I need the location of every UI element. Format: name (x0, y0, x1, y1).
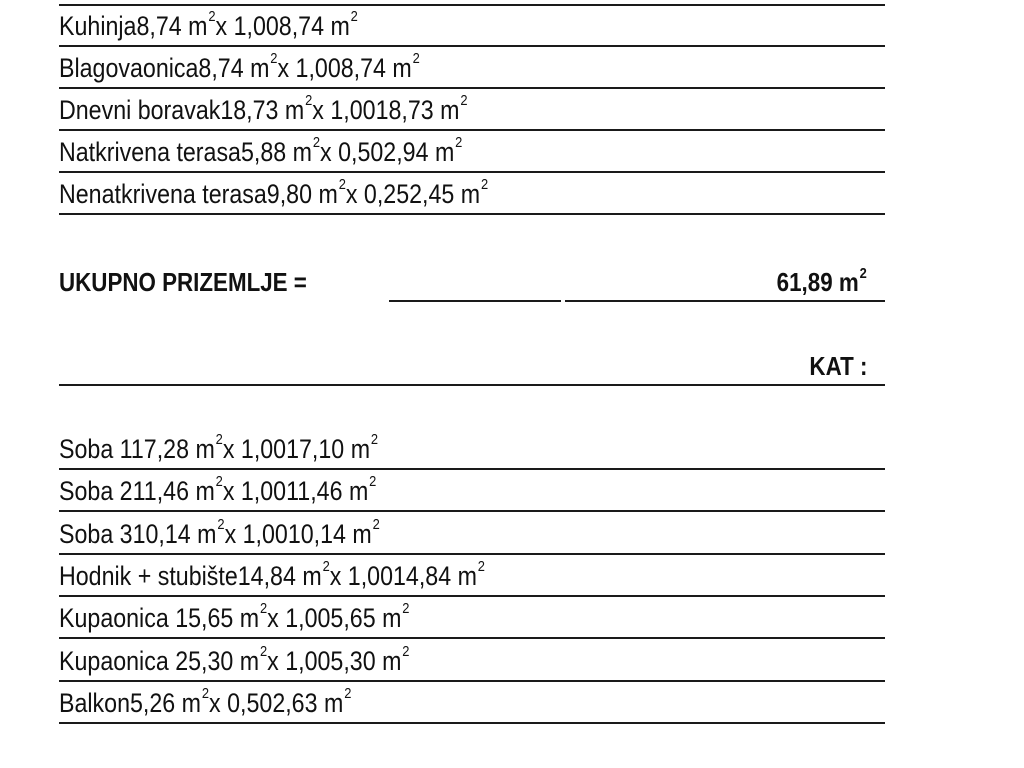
unit-label: $m^2$ (197, 515, 225, 549)
ground-floor-row-content (59, 173, 885, 215)
upper-floor-row (59, 640, 769, 682)
unit-label: $m^2$ (330, 8, 358, 41)
room-area-value: 9,80 (266, 179, 313, 209)
ground-floor-row (59, 5, 769, 47)
room-area (198, 50, 278, 83)
room-area-value: 10,14 (132, 518, 191, 549)
room-area-value: 18,73 (220, 95, 279, 125)
ground-floor-row (59, 89, 769, 131)
ground-floor-row (59, 173, 769, 215)
unit-label: $m^2$ (392, 50, 420, 83)
unit-label: $m^2$ (302, 557, 330, 591)
ground-floor-total-number: 61,89 (776, 267, 833, 297)
unit-label: $m^2$ (382, 600, 410, 634)
room-net-value: 14,84 (393, 560, 452, 591)
unit-label: $m^2$ (239, 642, 268, 676)
room-coefficient: x 1,00 (329, 560, 394, 591)
room-area (237, 557, 330, 591)
upper-floor-row (59, 555, 769, 597)
room-area-value: 17,28 (130, 434, 189, 464)
room-net-area (272, 684, 352, 718)
upper-floor-row-content (59, 470, 885, 512)
room-net-value: 2,94 (383, 137, 429, 167)
room-name: Hodnik + stubište (59, 560, 238, 591)
room-area (130, 684, 210, 718)
room-name: Soba 3 (59, 518, 133, 549)
room-area (130, 431, 223, 464)
room-name: Blagovaonica (59, 53, 199, 83)
room-net-value: 2,63 (272, 687, 318, 718)
room-net-area (286, 431, 379, 464)
unit-label: $m^2$ (434, 134, 463, 167)
room-coefficient: x 1,00 (224, 518, 288, 549)
ground-floor-total-value (777, 262, 867, 302)
room-net-value: 5,30 (330, 645, 376, 676)
unit-label: $m^2$ (440, 92, 468, 125)
upper-floor-heading-rule (59, 384, 885, 386)
room-name: Kuhinja (59, 11, 137, 41)
upper-floor-row-content (59, 597, 885, 639)
unit-label: $m^2$ (352, 515, 380, 549)
room-net-area (383, 134, 463, 167)
room-area-value: 11,46 (132, 476, 189, 507)
room-name: Dnevni boravak (59, 95, 221, 125)
upper-floor-row (59, 513, 769, 555)
room-coefficient: x 0,50 (209, 687, 273, 718)
upper-floor-row-content (59, 428, 885, 470)
room-area-value: 5,26 (130, 687, 176, 718)
room-coefficient: x 0,25 (345, 179, 410, 209)
ground-floor-row-content (59, 89, 885, 131)
ground-floor-row-content (59, 131, 885, 173)
room-net-value: 11,46 (286, 476, 343, 507)
unit-label: $m^2$ (181, 684, 210, 718)
upper-floor-row-content (59, 513, 885, 555)
upper-floor-heading: KAT : (809, 351, 867, 381)
ground-floor-total-unit: $m^2$ (839, 265, 867, 297)
room-area (220, 92, 313, 125)
room-net-area (375, 92, 468, 125)
room-net-value: 18,73 (375, 95, 434, 125)
upper-floor-row-content (59, 640, 885, 682)
room-name: Soba 1 (59, 434, 131, 464)
room-area (132, 473, 223, 507)
room-net-value: 5,65 (330, 603, 376, 634)
ground-floor-row-content (59, 5, 885, 47)
room-net-value: 8,74 (278, 11, 324, 41)
ground-floor-row (59, 47, 769, 89)
room-coefficient: x 1,00 (267, 603, 331, 634)
upper-floor-row-content (59, 682, 885, 724)
ground-floor-total-label: UKUPNO PRIZEMLJE = (59, 267, 307, 297)
upper-floor-row (59, 682, 769, 724)
room-coefficient: x 1,00 (215, 11, 279, 41)
room-net-area (393, 557, 485, 591)
room-area-value: 5,30 (188, 645, 234, 676)
room-area (188, 642, 268, 676)
unit-label: $m^2$ (323, 684, 352, 718)
unit-label: $m^2$ (239, 600, 268, 634)
room-name: Balkon (59, 687, 131, 718)
ground-floor-row-content (59, 47, 885, 89)
room-coefficient: x 1,00 (267, 645, 331, 676)
room-coefficient: x 1,00 (222, 476, 287, 507)
unit-label: $m^2$ (188, 8, 216, 41)
room-net-value: 2,45 (409, 179, 455, 209)
room-coefficient: x 0,50 (320, 137, 384, 167)
room-net-area (286, 473, 377, 507)
unit-label: $m^2$ (318, 176, 346, 209)
unit-label: $m^2$ (348, 473, 377, 507)
room-net-area (340, 50, 420, 83)
ground-floor-row-divider (59, 213, 885, 215)
room-name: Kupaonica 1 (59, 603, 189, 634)
room-name: Nenatkrivena terasa (59, 179, 267, 209)
room-net-area (287, 515, 380, 549)
room-area-value: 5,65 (188, 603, 234, 634)
unit-label: $m^2$ (292, 134, 321, 167)
room-name: Natkrivena terasa (59, 137, 241, 167)
upper-floor-row-divider (59, 722, 885, 724)
total-rule-left (389, 300, 561, 302)
room-name: Soba 2 (59, 476, 133, 507)
room-net-value: 17,10 (286, 434, 345, 464)
upper-floor-row-content (59, 555, 885, 597)
room-coefficient: x 1,00 (277, 53, 341, 83)
unit-label: $m^2$ (284, 92, 313, 125)
unit-label: $m^2$ (195, 473, 223, 507)
upper-floor-row (59, 428, 769, 470)
room-area-value: 8,74 (198, 53, 244, 83)
room-area-value: 8,74 (136, 11, 182, 41)
unit-label: $m^2$ (195, 431, 223, 464)
room-area (136, 8, 216, 41)
room-net-value: 8,74 (340, 53, 386, 83)
room-name: Kupaonica 2 (59, 645, 189, 676)
room-coefficient: x 1,00 (222, 434, 287, 464)
unit-label: $m^2$ (382, 642, 410, 676)
room-coefficient: x 1,00 (312, 95, 376, 125)
room-area (132, 515, 225, 549)
room-area (188, 600, 268, 634)
room-net-area (330, 642, 410, 676)
unit-label: $m^2$ (250, 50, 278, 83)
room-area-value: 5,88 (240, 137, 287, 167)
unit-label: $m^2$ (460, 176, 489, 209)
upper-floor-row (59, 470, 769, 512)
unit-label: $m^2$ (350, 431, 379, 464)
room-net-area (278, 8, 358, 41)
room-area (240, 134, 321, 167)
room-net-area (330, 600, 410, 634)
room-area-value: 14,84 (237, 560, 296, 591)
upper-floor-row (59, 597, 769, 639)
room-net-area (409, 176, 489, 209)
unit-label: $m^2$ (457, 557, 485, 591)
ground-floor-row (59, 131, 769, 173)
room-area (266, 176, 346, 209)
room-net-value: 10,14 (287, 518, 346, 549)
